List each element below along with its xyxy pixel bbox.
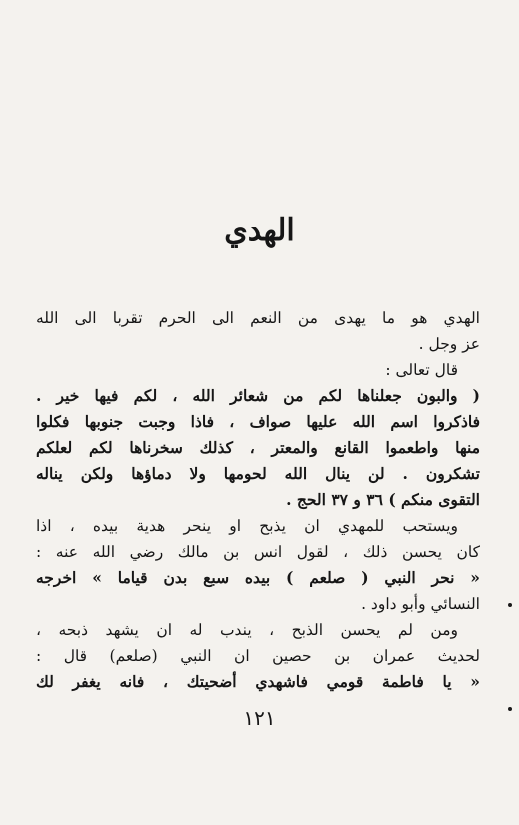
chapter-title: الهدي bbox=[224, 213, 295, 248]
text-line: قال تعالى : bbox=[385, 361, 458, 379]
body-text bbox=[36, 305, 480, 695]
quran-verse-line: فاذكروا اسم الله عليها صواف ، فاذا وجبت جنوبها فكلوا bbox=[36, 412, 480, 431]
quran-verse-line: التقوى منكم ) ٣٦ و ٣٧ الحج . bbox=[286, 490, 480, 509]
text-line: ويستحب للمهدي ان يذبح او ينحر هدية بيده ، اذا bbox=[36, 517, 458, 535]
quran-verse-line: تشكرون . لن ينال الله لحومها ولا دماؤها ولكن يناله bbox=[36, 464, 480, 483]
text-line: الهدي هو ما يهدى من النعم الى الحرم تقربا الى الله bbox=[36, 309, 480, 327]
quran-verse-line: ( والبون جعلناها لكم من شعائر الله ، لكم فيها خير . bbox=[36, 386, 480, 405]
scan-speck bbox=[508, 707, 512, 711]
text-line: لحديث عمران بن حصين ان النبي (صلعم) قال : bbox=[36, 647, 480, 665]
text-line: كان يحسن ذلك ، لقول انس بن مالك رضي الله عنه : bbox=[36, 543, 480, 561]
quran-verse-line: منها واطعموا القانع والمعتر ، كذلك سخرناها لكم لعلكم bbox=[36, 438, 480, 457]
text-line: ومن لم يحسن الذبح ، يندب له ان يشهد ذبحه ، bbox=[36, 621, 458, 639]
scan-speck bbox=[508, 603, 512, 607]
text-line: النسائي وأبو داود . bbox=[361, 595, 480, 613]
hadith-line: « يا فاطمة قومي فاشهدي أضحيتك ، فانه يغفر لك bbox=[36, 672, 480, 691]
text-line: عز وجل . bbox=[418, 335, 480, 353]
hadith-line: « نحر النبي ( صلعم ) بيده سبع بدن قياما » اخرجه bbox=[36, 568, 480, 587]
page-number: ١٢١ bbox=[243, 706, 276, 730]
